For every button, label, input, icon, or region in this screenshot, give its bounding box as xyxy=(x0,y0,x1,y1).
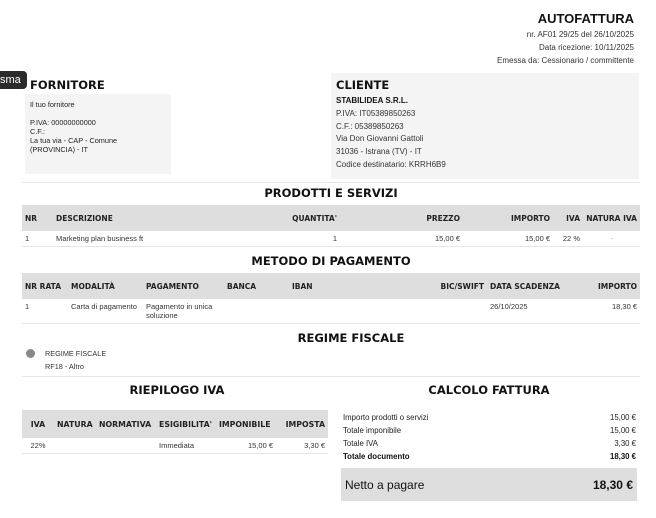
document-number: nr. AF01 29/25 del 26/10/2025 xyxy=(526,30,634,39)
cell-imposta: 3,30 € xyxy=(276,438,328,454)
netto-value: 18,30 € xyxy=(592,477,633,492)
cell-iva: 22 % xyxy=(553,231,583,247)
col-nr: NR xyxy=(22,205,53,231)
fornitore-cf: C.F.: xyxy=(30,127,45,136)
calc-label: Totale documento xyxy=(343,452,410,461)
divider xyxy=(22,182,640,183)
cliente-address1: Via Don Giovanni Gattoli xyxy=(336,134,424,144)
table-row xyxy=(22,231,640,247)
cell-prezzo: 15,00 € xyxy=(340,231,463,247)
col-normativa: NORMATIVA xyxy=(96,410,156,438)
col-importo: IMPORTO xyxy=(463,205,553,231)
fornitore-name: Il tuo fornitore xyxy=(30,100,75,109)
cell-bic-swift xyxy=(369,299,487,324)
prodotti-title: PRODOTTI E SERVIZI xyxy=(264,186,398,200)
issued-by: Emessa da: Cessionario / committente xyxy=(497,56,634,65)
cliente-piva: P.IVA: IT05389850263 xyxy=(336,108,416,118)
col-iva: IVA xyxy=(22,410,54,438)
document-title: AUTOFATTURA xyxy=(537,11,634,26)
cell-importo: 15,00 € xyxy=(463,231,553,247)
regime-label: REGIME FISCALE xyxy=(45,349,107,358)
cliente-cf: C.F.: 05389850263 xyxy=(336,121,404,131)
calc-value: 18,30 € xyxy=(609,452,636,461)
cell-descrizione: Marketing plan business ft xyxy=(53,231,283,247)
calc-value: 15,00 € xyxy=(609,413,636,422)
calc-row-importo xyxy=(343,413,636,422)
calc-label: Totale IVA xyxy=(343,439,378,448)
cliente-codice: Codice destinatario: KRRH6B9 xyxy=(336,159,446,169)
fornitore-piva: P.IVA: 00000000000 xyxy=(30,118,96,127)
cell-imponibile: 15,00 € xyxy=(216,438,276,454)
calc-row-totale xyxy=(343,452,636,461)
cell-normativa xyxy=(96,438,156,454)
cell-iva: 22% xyxy=(22,438,54,454)
fornitore-address1: La tua via - CAP - Comune xyxy=(30,136,118,145)
regime-value: RF18 - Altro xyxy=(45,362,84,371)
col-iban: IBAN xyxy=(289,273,369,299)
col-nr-rata: NR RATA xyxy=(22,273,68,299)
calc-label: Importo prodotti o servizi xyxy=(343,413,429,422)
cliente-title: CLIENTE xyxy=(336,78,390,92)
cell-modalita: Carta di pagamento xyxy=(68,299,143,324)
col-esigibilita: ESIGIBILITA' xyxy=(156,410,216,438)
bullet-icon xyxy=(26,349,35,358)
col-imponibile: IMPONIBILE xyxy=(216,410,276,438)
riepilogo-iva-table xyxy=(22,410,328,454)
col-banca: BANCA xyxy=(224,273,289,299)
cliente-address2: 31036 - Istrana (TV) - IT xyxy=(336,147,422,157)
col-natura: NATURA xyxy=(54,410,96,438)
col-pagamento: PAGAMENTO xyxy=(143,273,224,299)
calc-row-iva xyxy=(343,439,636,448)
col-quantita: QUANTITA' xyxy=(283,205,340,231)
cell-natura xyxy=(54,438,96,454)
col-descrizione: DESCRIZIONE xyxy=(53,205,283,231)
cell-nr: 1 xyxy=(22,231,53,247)
col-importo: IMPORTO xyxy=(572,273,640,299)
cell-banca xyxy=(224,299,289,324)
netto-a-pagare xyxy=(341,468,637,501)
col-data-scadenza: DATA SCADENZA xyxy=(487,273,572,299)
cell-data-scadenza: 26/10/2025 xyxy=(487,299,572,324)
cliente-name: STABILIDEA S.R.L. xyxy=(336,96,408,105)
cell-iban xyxy=(289,299,369,324)
received-date: Data ricezione: 10/11/2025 xyxy=(538,43,634,52)
calc-value: 15,00 € xyxy=(609,426,636,435)
cell-natura-iva: - xyxy=(583,231,640,247)
pagamento-title: METODO DI PAGAMENTO xyxy=(251,254,411,268)
pagamento-table xyxy=(22,273,640,324)
cell-importo: 18,30 € xyxy=(572,299,640,324)
calcolo-title: CALCOLO FATTURA xyxy=(428,383,550,397)
col-modalita: MODALITÀ xyxy=(68,273,143,299)
col-prezzo: PREZZO xyxy=(340,205,463,231)
cliente-box xyxy=(331,73,639,179)
calc-row-imponibile xyxy=(343,426,636,435)
divider xyxy=(22,376,640,377)
prodotti-table xyxy=(22,205,640,247)
col-bic-swift: BIC/SWIFT xyxy=(369,273,487,299)
table-row xyxy=(22,299,640,324)
col-natura-iva: NATURA IVA xyxy=(583,205,640,231)
col-iva: IVA xyxy=(553,205,583,231)
table-row xyxy=(22,438,328,454)
netto-label: Netto a pagare xyxy=(345,477,425,492)
fornitore-address2: (PROVINCIA) - IT xyxy=(30,145,88,154)
cell-esigibilita: Immediata xyxy=(156,438,216,454)
fornitore-title: FORNITORE xyxy=(30,78,105,92)
regime-title: REGIME FISCALE xyxy=(297,331,405,345)
cell-quantita: 1 xyxy=(283,231,340,247)
cell-nr-rata: 1 xyxy=(22,299,68,324)
tooltip: sma xyxy=(0,71,27,89)
cell-pagamento: Pagamento in unica soluzione xyxy=(143,299,224,324)
calc-value: 3,30 € xyxy=(614,439,636,448)
col-imposta: IMPOSTA xyxy=(276,410,328,438)
riepilogo-iva-title: RIEPILOGO IVA xyxy=(129,383,225,397)
calc-label: Totale imponibile xyxy=(343,426,402,435)
fornitore-box xyxy=(25,94,171,174)
